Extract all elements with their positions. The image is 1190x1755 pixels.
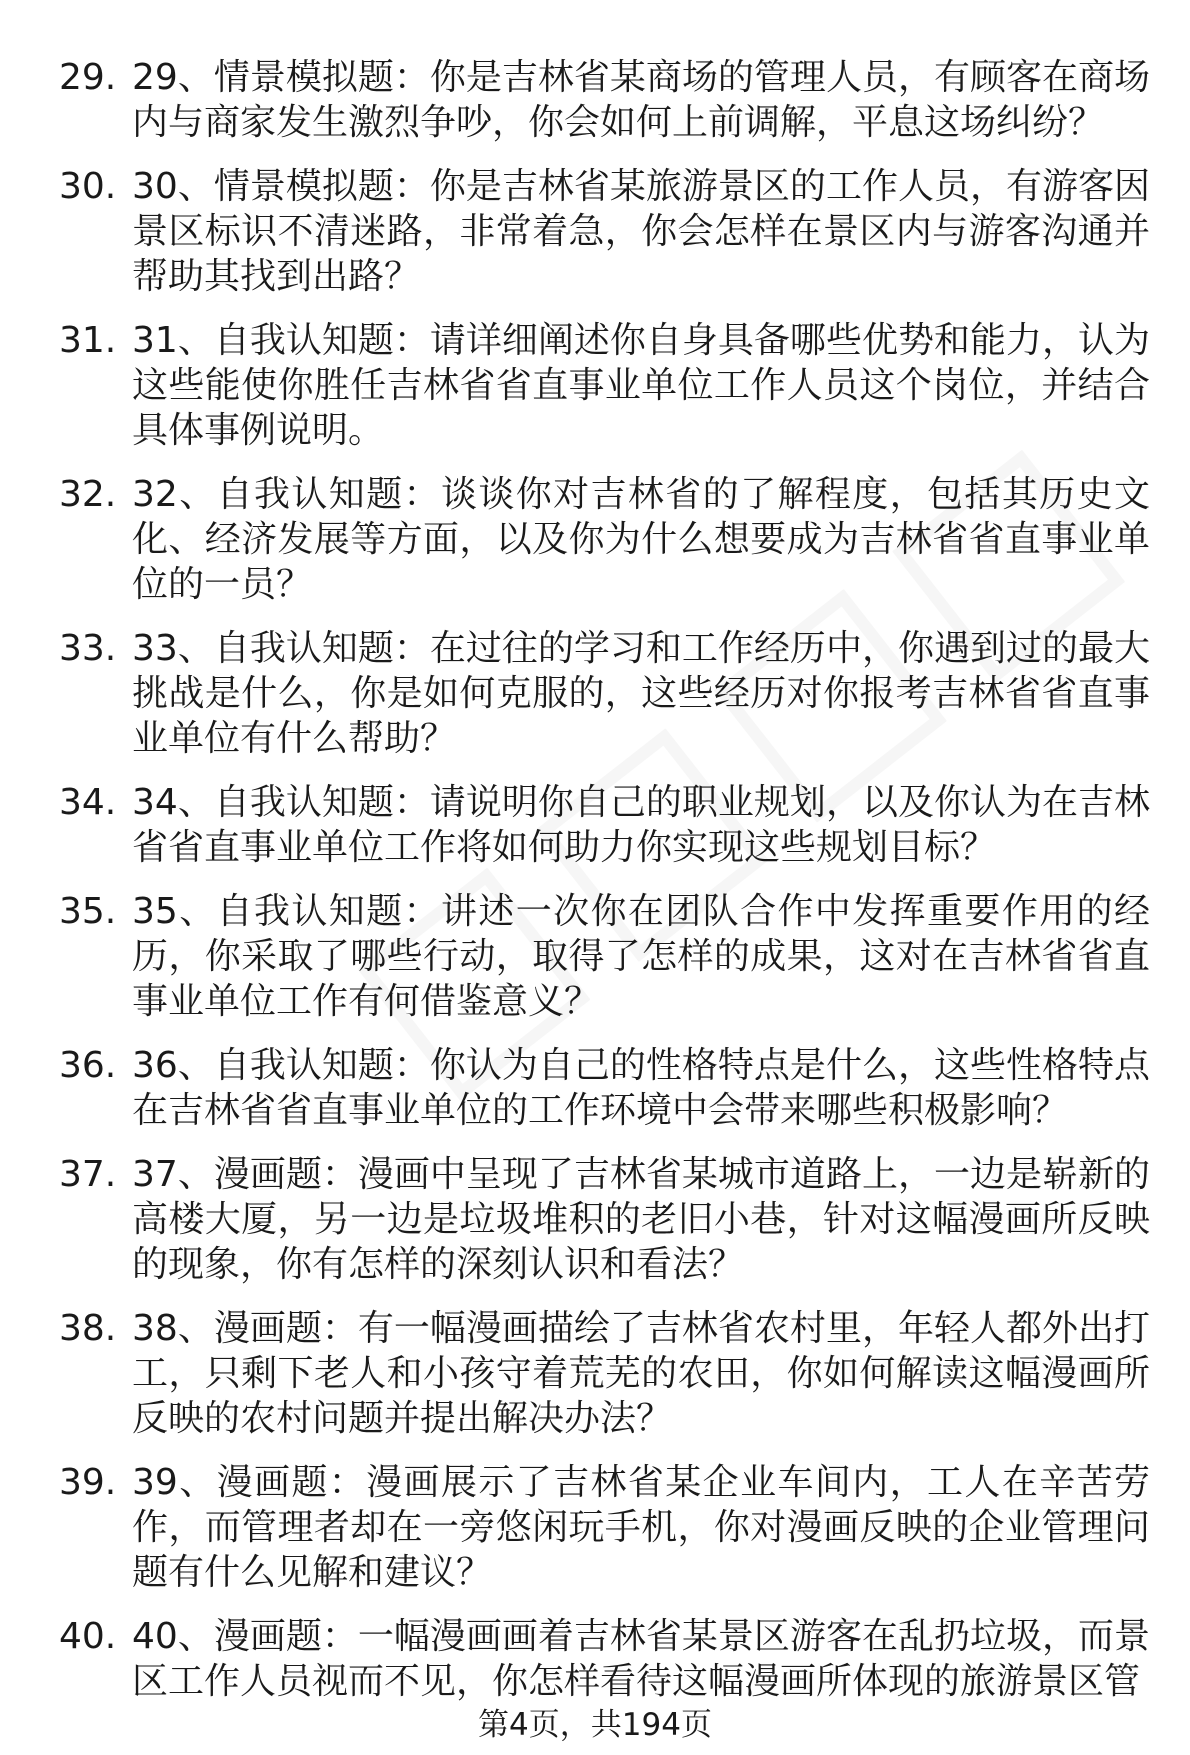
question-text: 34、自我认知题：请说明你自己的职业规划，以及你认为在吉林省省直事业单位工作将如何助力你实现这些规划目标？ bbox=[132, 782, 1150, 868]
question-number: 37. bbox=[59, 1154, 117, 1195]
list-item bbox=[0, 889, 1190, 1024]
question-text: 30、情景模拟题：你是吉林省某旅游景区的工作人员，有游客因景区标识不清迷路，非常着急，你会怎样在景区内与游客沟通并帮助其找到出路？ bbox=[132, 166, 1150, 297]
question-number: 35. bbox=[59, 891, 117, 932]
question-text: 29、情景模拟题：你是吉林省某商场的管理人员，有顾客在商场内与商家发生激烈争吵，你会如何上前调解，平息这场纠纷？ bbox=[132, 57, 1150, 143]
question-number: 36. bbox=[59, 1045, 117, 1086]
page-footer: 第4页，共194页 bbox=[478, 1707, 712, 1743]
list-item bbox=[0, 472, 1190, 607]
question-number: 29. bbox=[59, 57, 117, 98]
list-item bbox=[0, 1460, 1190, 1595]
question-number: 39. bbox=[59, 1462, 117, 1503]
question-text: 35、自我认知题：讲述一次你在团队合作中发挥重要作用的经历，你采取了哪些行动，取得了怎样的成果，这对在吉林省省直事业单位工作有何借鉴意义？ bbox=[132, 891, 1150, 1022]
question-text: 39、漫画题：漫画展示了吉林省某企业车间内，工人在辛苦劳作，而管理者却在一旁悠闲玩手机，你对漫画反映的企业管理问题有什么见解和建议？ bbox=[132, 1462, 1150, 1593]
list-item bbox=[0, 1152, 1190, 1287]
list-item bbox=[0, 1043, 1190, 1133]
question-text: 32、自我认知题：谈谈你对吉林省的了解程度，包括其历史文化、经济发展等方面，以及你为什么想要成为吉林省省直事业单位的一员？ bbox=[132, 474, 1150, 605]
question-text: 31、自我认知题：请详细阐述你自身具备哪些优势和能力，认为这些能使你胜任吉林省省直事业单位工作人员这个岗位，并结合具体事例说明。 bbox=[132, 320, 1150, 451]
question-number: 30. bbox=[59, 166, 117, 207]
list-item bbox=[0, 318, 1190, 453]
list-item bbox=[0, 1614, 1190, 1704]
question-number: 32. bbox=[59, 474, 117, 515]
list-item bbox=[0, 780, 1190, 870]
question-number: 40. bbox=[59, 1616, 117, 1657]
question-number: 34. bbox=[59, 782, 117, 823]
list-item bbox=[0, 626, 1190, 761]
question-number: 38. bbox=[59, 1308, 117, 1349]
list-item bbox=[0, 164, 1190, 299]
question-list bbox=[0, 55, 1190, 1723]
question-text: 36、自我认知题：你认为自己的性格特点是什么，这些性格特点在吉林省省直事业单位的工作环境中会带来哪些积极影响？ bbox=[132, 1045, 1150, 1131]
list-item bbox=[0, 55, 1190, 145]
question-number: 33. bbox=[59, 628, 117, 669]
question-number: 31. bbox=[59, 320, 117, 361]
question-text: 33、自我认知题：在过往的学习和工作经历中，你遇到过的最大挑战是什么，你是如何克服的，这些经历对你报考吉林省省直事业单位有什么帮助？ bbox=[132, 628, 1150, 759]
question-text: 38、漫画题：有一幅漫画描绘了吉林省农村里，年轻人都外出打工，只剩下老人和小孩守着荒芜的农田，你如何解读这幅漫画所反映的农村问题并提出解决办法？ bbox=[132, 1308, 1150, 1439]
question-text: 37、漫画题：漫画中呈现了吉林省某城市道路上，一边是崭新的高楼大厦，另一边是垃圾堆积的老旧小巷，针对这幅漫画所反映的现象，你有怎样的深刻认识和看法？ bbox=[132, 1154, 1150, 1285]
question-text: 40、漫画题：一幅漫画画着吉林省某景区游客在乱扔垃圾，而景区工作人员视而不见，你怎样看待这幅漫画所体现的旅游景区管 bbox=[132, 1616, 1150, 1702]
list-item bbox=[0, 1306, 1190, 1441]
